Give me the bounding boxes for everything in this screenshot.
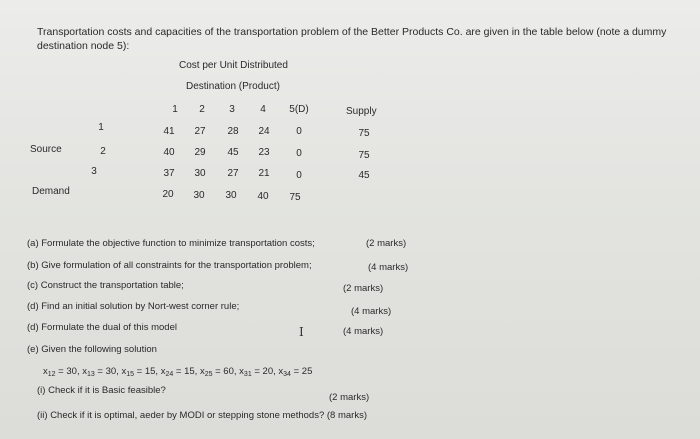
solution-term: $x_{25} = 60$, bbox=[199, 366, 240, 378]
source-2-label: 2 bbox=[100, 146, 106, 157]
intro-line-2: destination node 5): bbox=[37, 40, 130, 52]
question-e-ii: (ii) Check if it is optimal, aeder by MODI or stepping stone methods? (8 marks) bbox=[37, 410, 367, 421]
demand-cell: 30 bbox=[225, 190, 237, 201]
table-subcaption: Destination (Product) bbox=[186, 81, 280, 92]
solution-line bbox=[43, 366, 312, 381]
intro-line-1: Transportation costs and capacities of the transportation problem of the Better Products Co. are given in the table below (note a dummy bbox=[37, 26, 667, 38]
question-b-marks: (4 marks) bbox=[368, 262, 409, 273]
dest-header-2: 2 bbox=[199, 104, 205, 115]
source-3-label: 3 bbox=[91, 166, 97, 177]
question-e: (e) Given the following solution bbox=[27, 344, 157, 355]
text-cursor-icon: I bbox=[299, 325, 304, 339]
cost-cell: 23 bbox=[258, 147, 270, 158]
solution-term: $x_{12} = 30$, bbox=[43, 366, 83, 378]
question-e-i: (i) Check if it is Basic feasible? bbox=[37, 385, 166, 396]
cost-cell: 41 bbox=[163, 126, 175, 137]
solution-term: $x_{15} = 15$, bbox=[121, 366, 161, 378]
question-d-initial-marks: (4 marks) bbox=[351, 306, 392, 317]
question-a: (a) Formulate the objective function to minimize transportation costs; bbox=[27, 238, 315, 249]
table-caption: Cost per Unit Distributed bbox=[179, 60, 288, 71]
source-label: Source bbox=[30, 144, 62, 155]
question-a-marks: (2 marks) bbox=[366, 238, 407, 249]
dest-header-5: 5(D) bbox=[289, 104, 309, 115]
question-c-marks: (2 marks) bbox=[343, 283, 384, 294]
dest-header-3: 3 bbox=[229, 104, 235, 115]
solution-term: $x_{34} = 25$ bbox=[278, 366, 313, 378]
solution-term: $x_{31} = 20$, bbox=[239, 366, 279, 378]
supply-cell: 75 bbox=[358, 128, 370, 139]
solution-term: $x_{13} = 30$, bbox=[82, 366, 122, 378]
supply-cell: 45 bbox=[358, 170, 370, 181]
cost-cell: 29 bbox=[194, 147, 206, 158]
cost-cell: 30 bbox=[194, 168, 206, 179]
cost-cell: 0 bbox=[296, 170, 302, 181]
cost-cell: 45 bbox=[227, 147, 239, 158]
cost-cell: 40 bbox=[163, 147, 175, 158]
cost-cell: 27 bbox=[194, 126, 206, 137]
cost-cell: 21 bbox=[258, 168, 270, 179]
cost-cell: 0 bbox=[296, 126, 302, 137]
cost-cell: 24 bbox=[258, 126, 270, 137]
question-c: (c) Construct the transportation table; bbox=[27, 280, 184, 291]
dest-header-4: 4 bbox=[260, 104, 266, 115]
cost-cell: 27 bbox=[227, 168, 239, 179]
supply-cell: 75 bbox=[358, 150, 370, 161]
question-d-dual: (d) Formulate the dual of this model bbox=[27, 322, 177, 333]
demand-label: Demand bbox=[32, 186, 70, 197]
question-e-i-marks: (2 marks) bbox=[329, 392, 370, 403]
demand-cell: 75 bbox=[289, 192, 301, 203]
demand-cell: 40 bbox=[257, 191, 269, 202]
supply-header: Supply bbox=[346, 106, 377, 117]
solution-term: $x_{24} = 15$, bbox=[160, 366, 200, 378]
source-1-label: 1 bbox=[98, 122, 104, 133]
question-d-dual-marks: (4 marks) bbox=[343, 326, 384, 337]
cost-cell: 28 bbox=[227, 126, 239, 137]
cost-cell: 0 bbox=[296, 148, 302, 159]
demand-cell: 30 bbox=[193, 190, 205, 201]
dest-header-1: 1 bbox=[172, 104, 178, 115]
question-b: (b) Give formulation of all constraints for the transportation problem; bbox=[27, 260, 312, 271]
question-d-initial: (d) Find an initial solution by Nort-west corner rule; bbox=[27, 301, 240, 312]
cost-cell: 37 bbox=[163, 168, 175, 179]
demand-cell: 20 bbox=[162, 189, 174, 200]
